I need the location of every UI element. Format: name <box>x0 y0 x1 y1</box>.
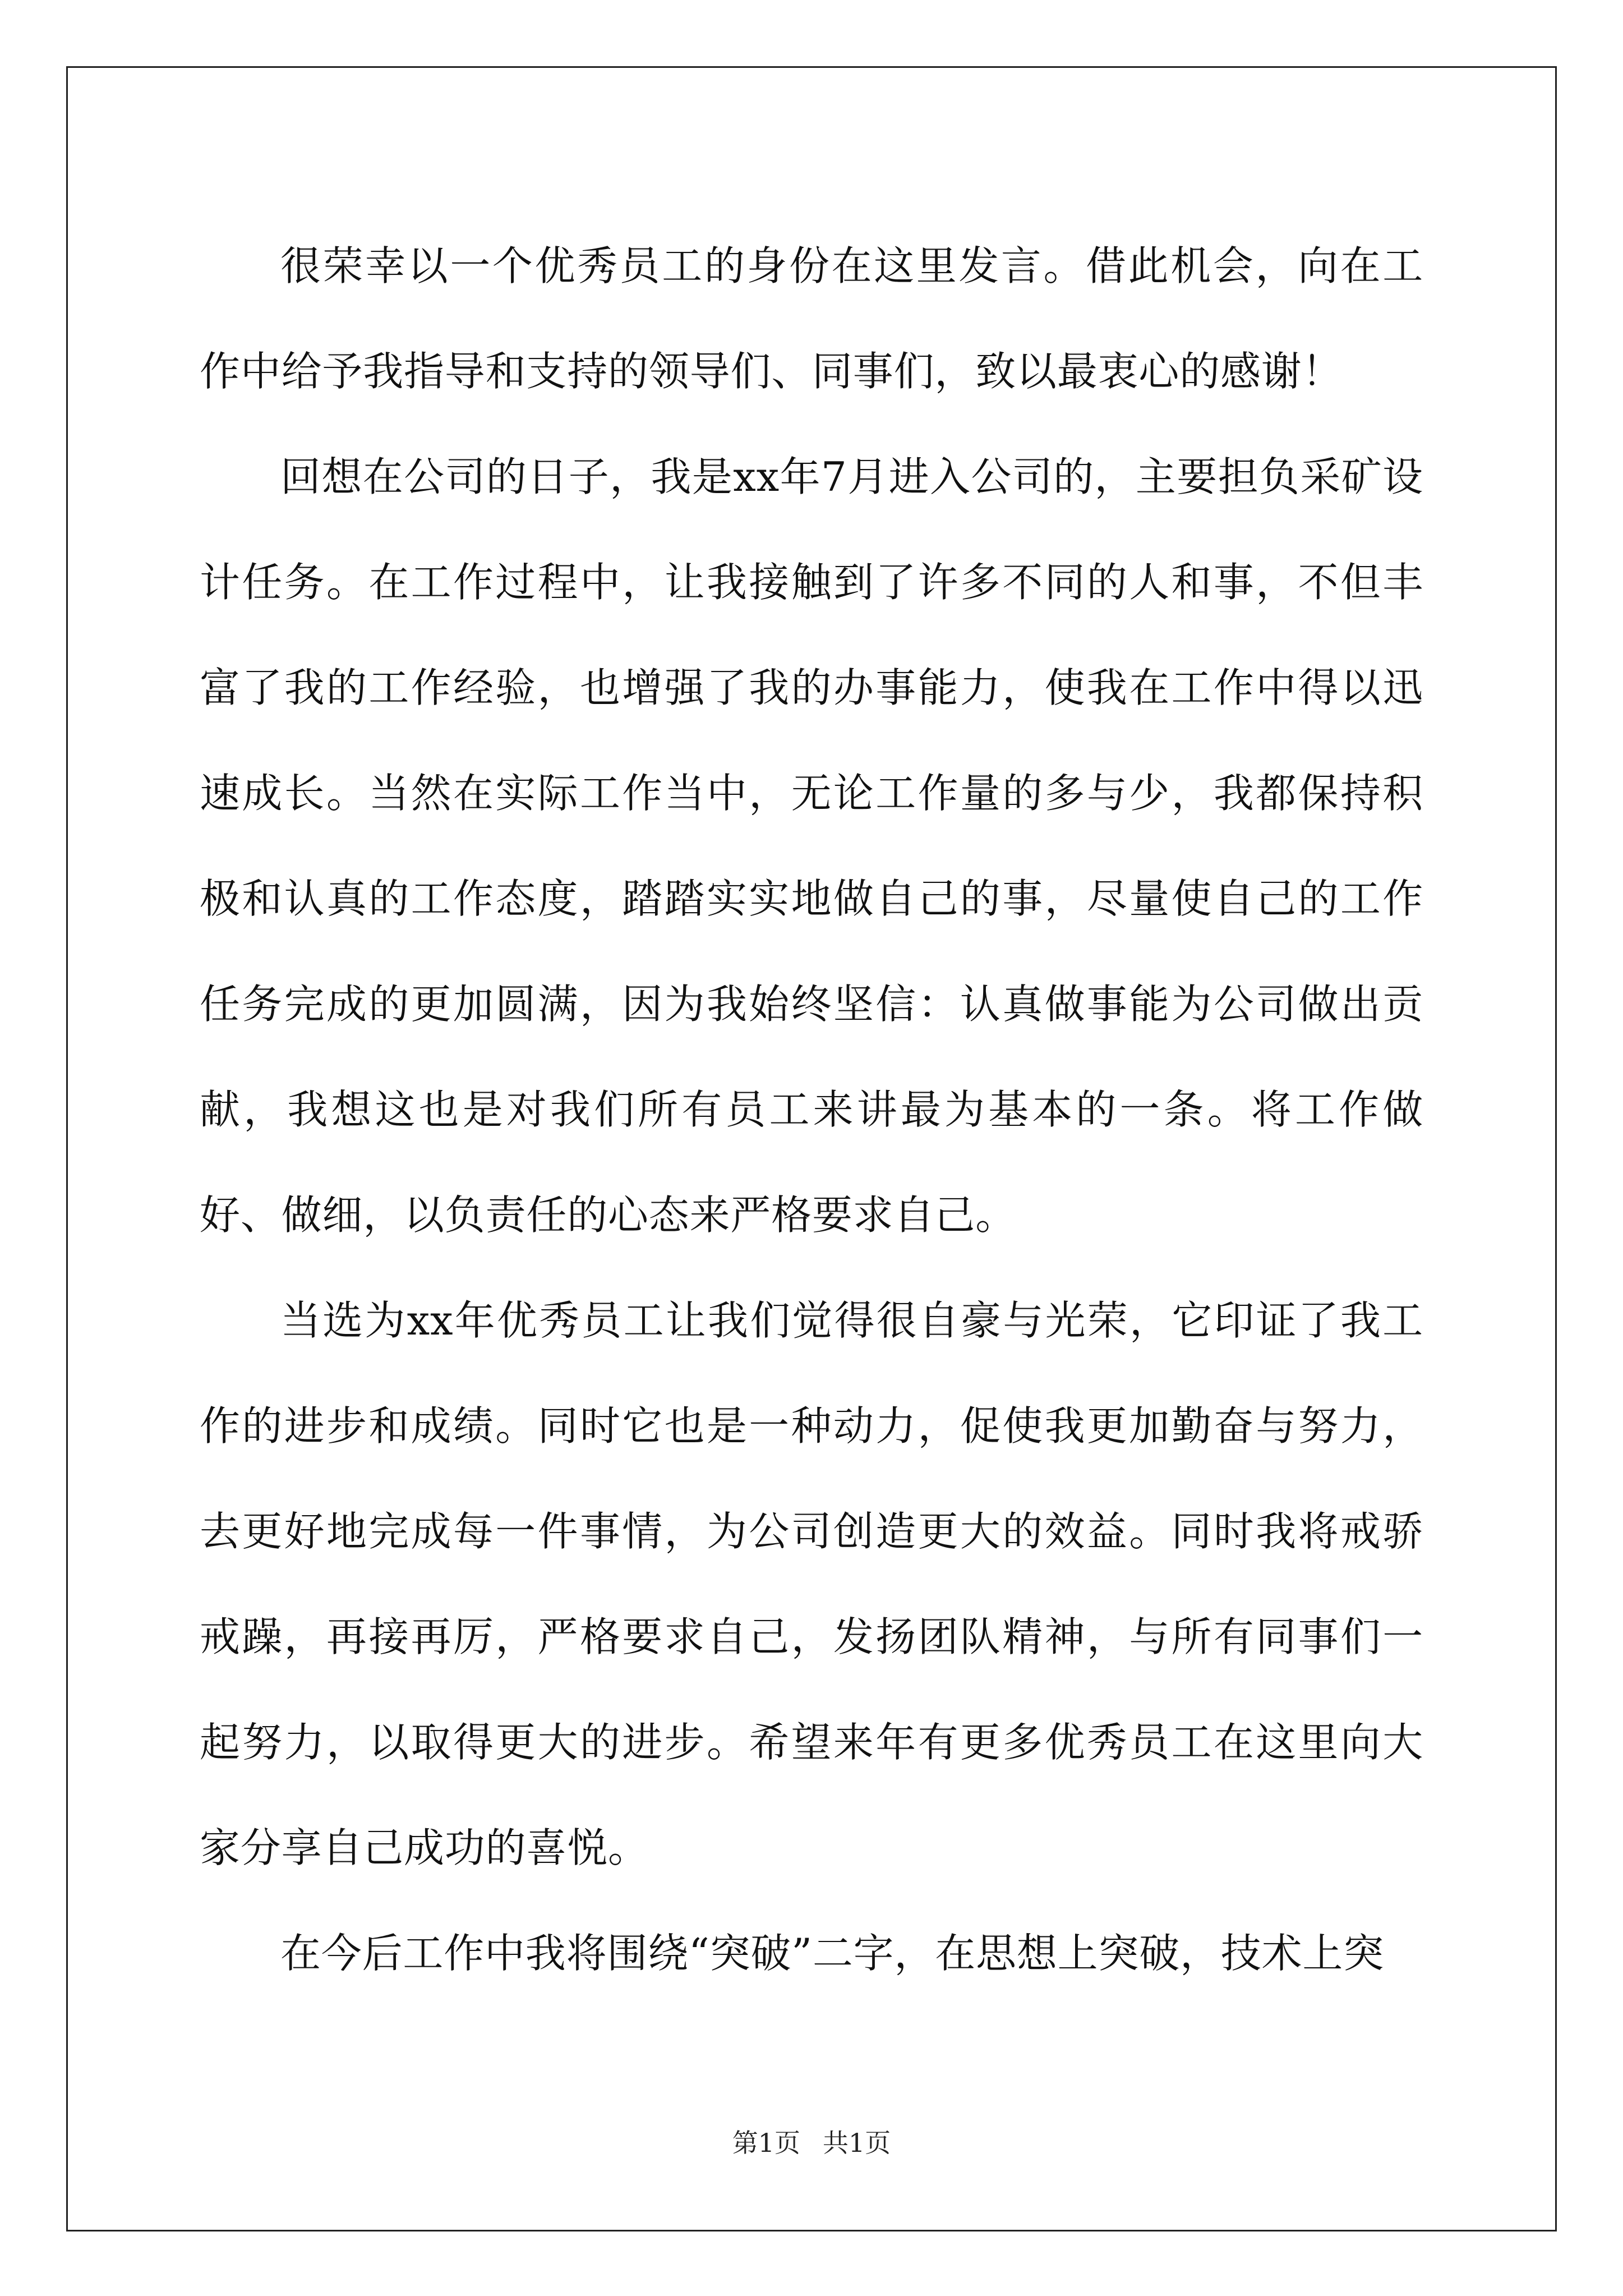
document-body <box>200 213 1423 2006</box>
page-total: 共1页 <box>823 2128 891 2158</box>
page-number: 第1页 <box>732 2128 800 2158</box>
paragraph-4: 在今后工作中我将围绕“突破”二字，在思想上突破，技术上突 <box>280 1930 1385 1977</box>
page-footer <box>0 2126 1623 2160</box>
paragraph-3: 当选为xx年优秀员工让我们觉得很自豪与光荣，它印证了我工作的进步和成绩。同时它也是一种动力，促使我更加勤奋与努力，去更好地完成每一件事情，为公司创造更大的效益。同时我将戒骄戒躁，再接再厉，严格要求自己，发扬团队精神，与所有同事们一起努力，以取得更大的进步。希望来年有更多优秀员工在这里向大家分享自己成功的喜悦。 <box>200 1297 1423 1871</box>
paragraph-2: 回想在公司的日子，我是xx年7月进入公司的，主要担负采矿设计任务。在工作过程中，让我接触到了许多不同的人和事，不但丰富了我的工作经验，也增强了我的办事能力，使我在工作中得以迅速成长。当然在实际工作当中，无论工作量的多与少，我都保持积极和认真的工作态度，踏踏实实地做自己的事，尽量使自己的工作任务完成的更加圆满，因为我始终坚信：认真做事能为公司做出贡献，我想这也是对我们所有员工来讲最为基本的一条。将工作做好、做细，以负责任的心态来严格要求自己。 <box>200 453 1423 1239</box>
paragraph-1: 很荣幸以一个优秀员工的身份在这里发言。借此机会，向在工作中给予我指导和支持的领导们、同事们，致以最衷心的感谢！ <box>200 242 1423 395</box>
